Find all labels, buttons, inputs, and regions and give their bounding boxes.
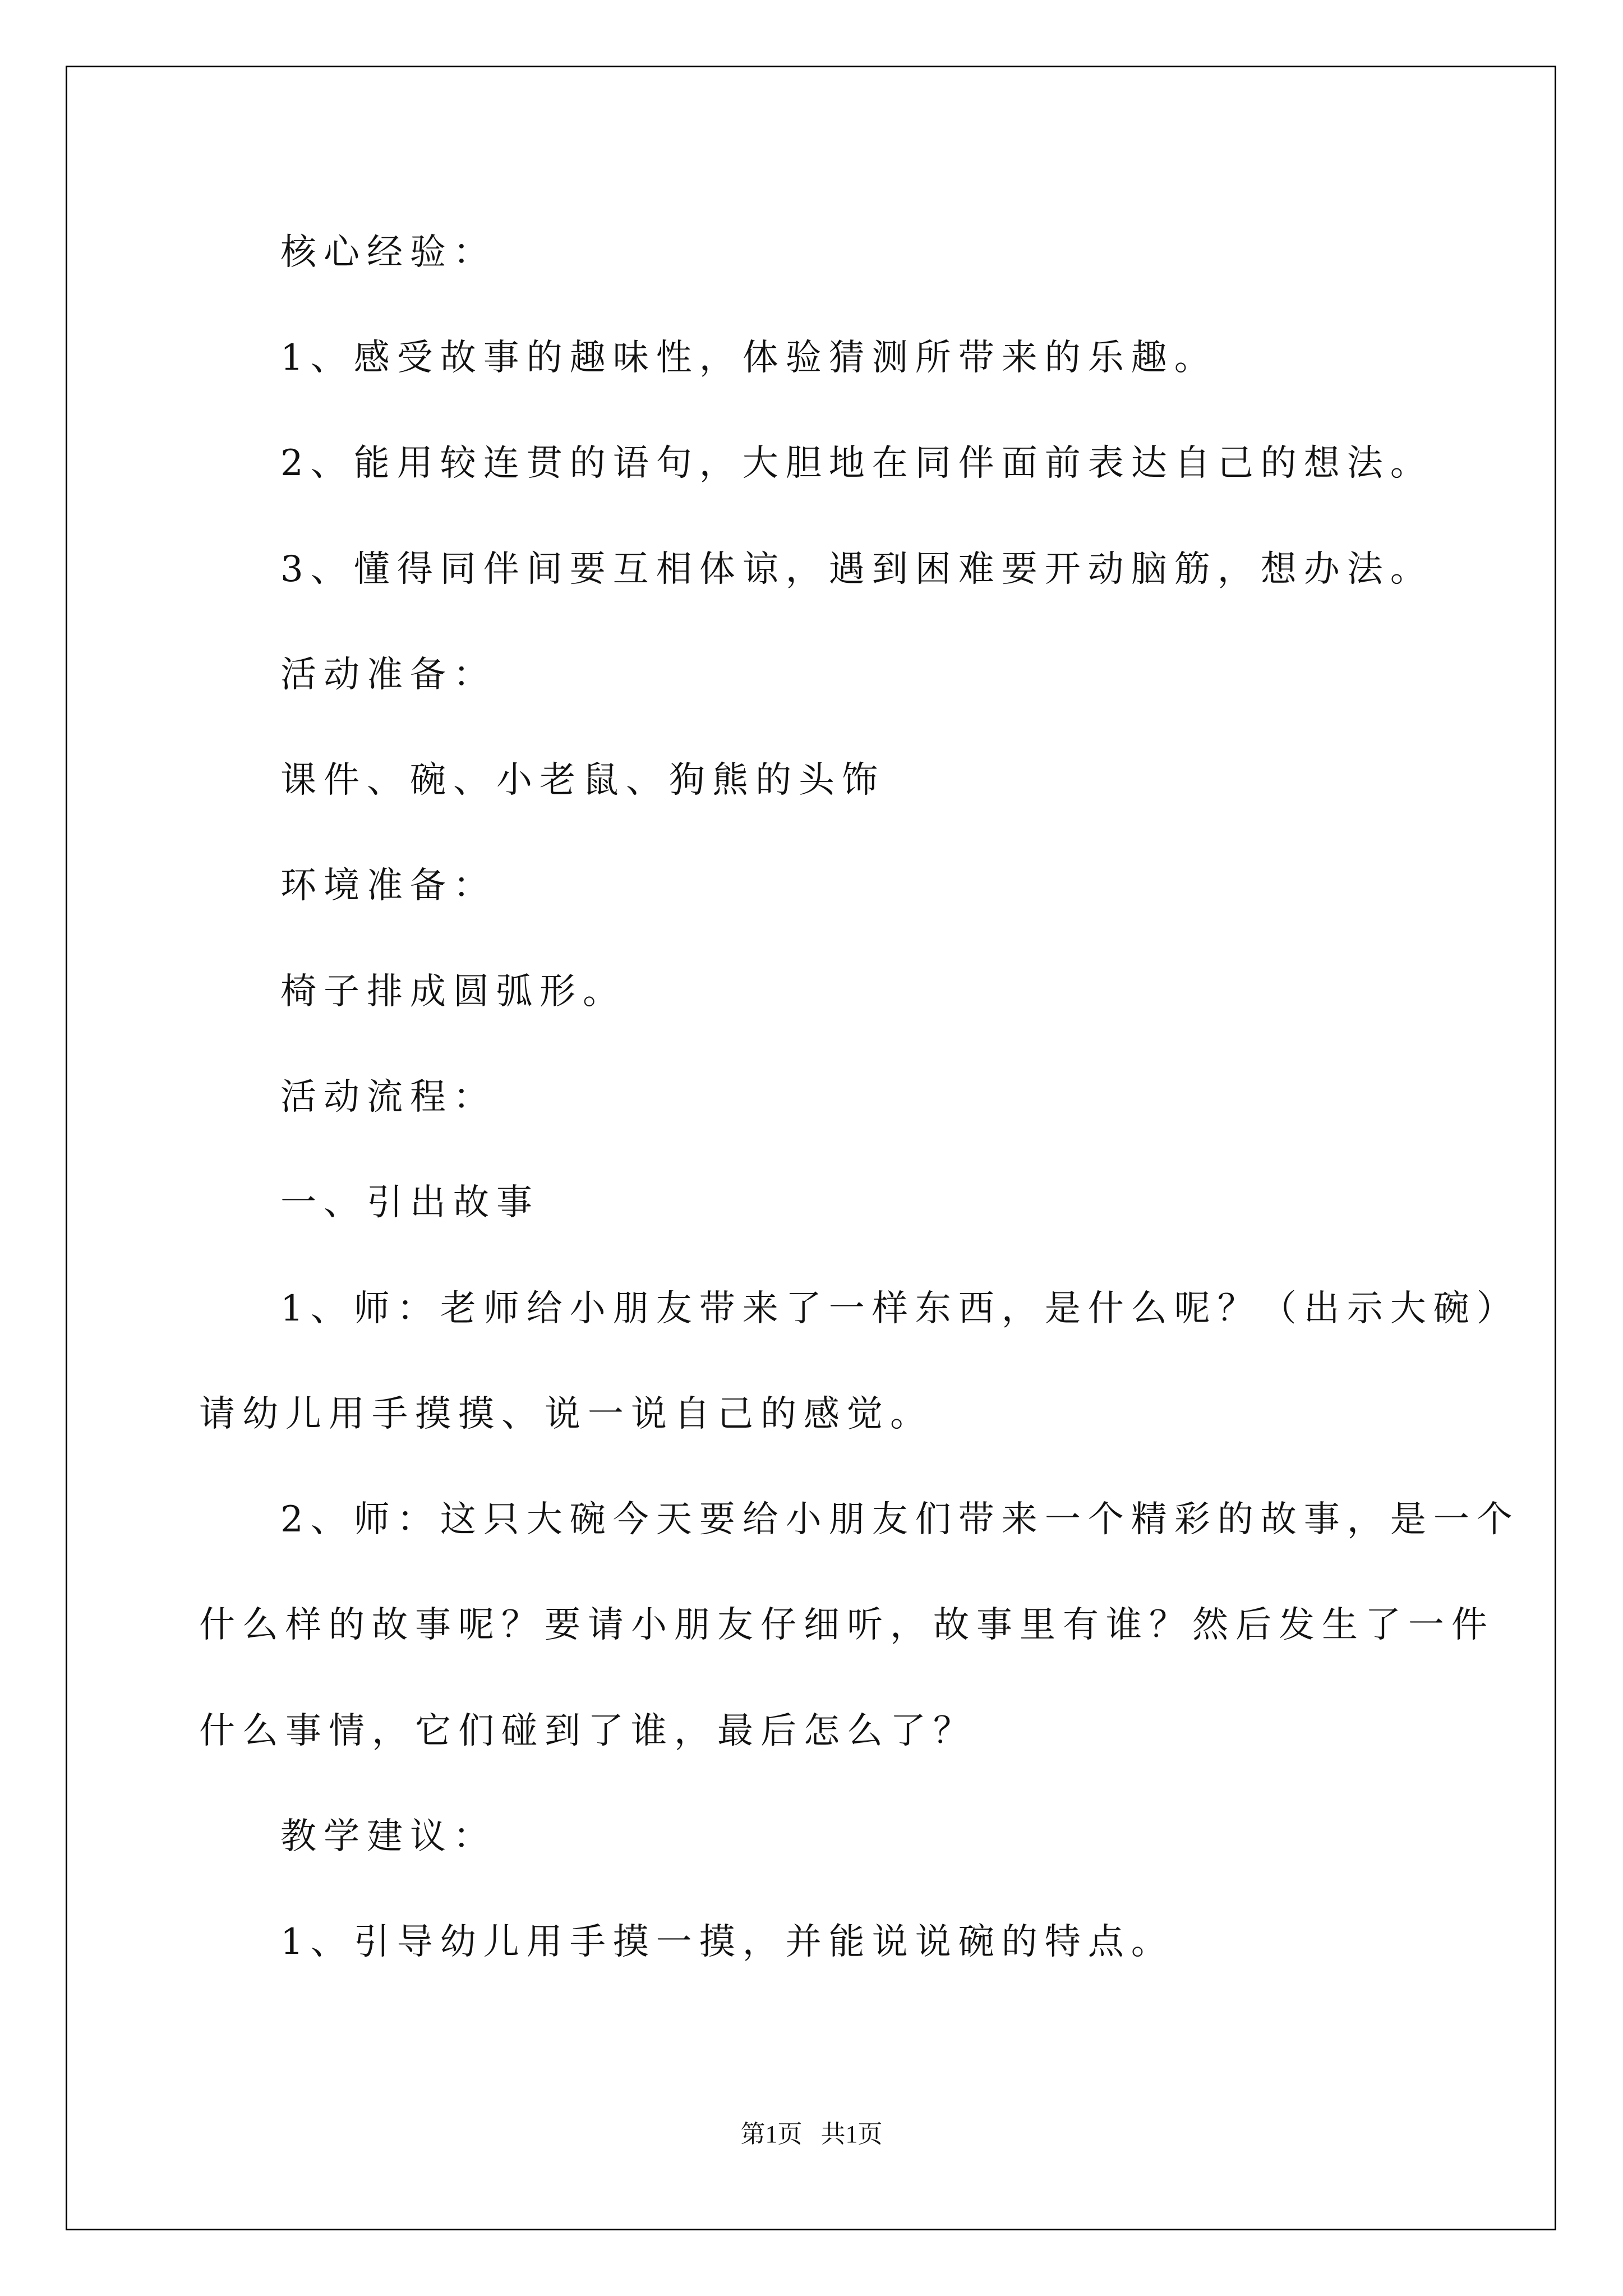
heading-teaching-suggestions: 教学建议： <box>280 1816 496 1857</box>
heading-activity-flow: 活动流程： <box>280 1076 496 1118</box>
heading-activity-preparation: 活动准备： <box>280 654 496 696</box>
page-number-footer: 第1页 共1页 <box>740 2120 883 2148</box>
flow-step-2-line-1: 2、师：这只大碗今天要给小朋友们带来一个精彩的故事，是一个 <box>280 1499 1520 1540</box>
environment-preparation-text: 椅子排成圆弧形。 <box>280 971 626 1013</box>
flow-step-1-line-2: 请幼儿用手摸摸、说一说自己的感觉。 <box>199 1393 933 1435</box>
section-introduce-story: 一、引出故事 <box>280 1182 540 1223</box>
teaching-suggestion-1: 1、引导幼儿用手摸一摸，并能说说碗的特点。 <box>280 1921 1174 1963</box>
flow-step-2-line-3: 什么事情，它们碰到了谁，最后怎么了？ <box>199 1710 976 1752</box>
core-experience-item-1: 1、感受故事的趣味性，体验猜测所带来的乐趣。 <box>280 337 1218 379</box>
heading-environment-preparation: 环境准备： <box>280 865 496 907</box>
activity-preparation-text: 课件、碗、小老鼠、狗熊的头饰 <box>280 760 885 801</box>
core-experience-item-2: 2、能用较连贯的语句，大胆地在同伴面前表达自己的想法。 <box>280 443 1433 484</box>
page-border <box>66 66 1556 2230</box>
heading-core-experience: 核心经验： <box>280 232 496 273</box>
core-experience-item-3: 3、懂得同伴间要互相体谅，遇到困难要开动脑筋，想办法。 <box>280 549 1433 590</box>
flow-step-1-line-1: 1、师：老师给小朋友带来了一样东西，是什么呢？（出示大碗） <box>280 1288 1520 1329</box>
flow-step-2-line-2: 什么样的故事呢？要请小朋友仔细听，故事里有谁？然后发生了一件 <box>199 1604 1495 1646</box>
